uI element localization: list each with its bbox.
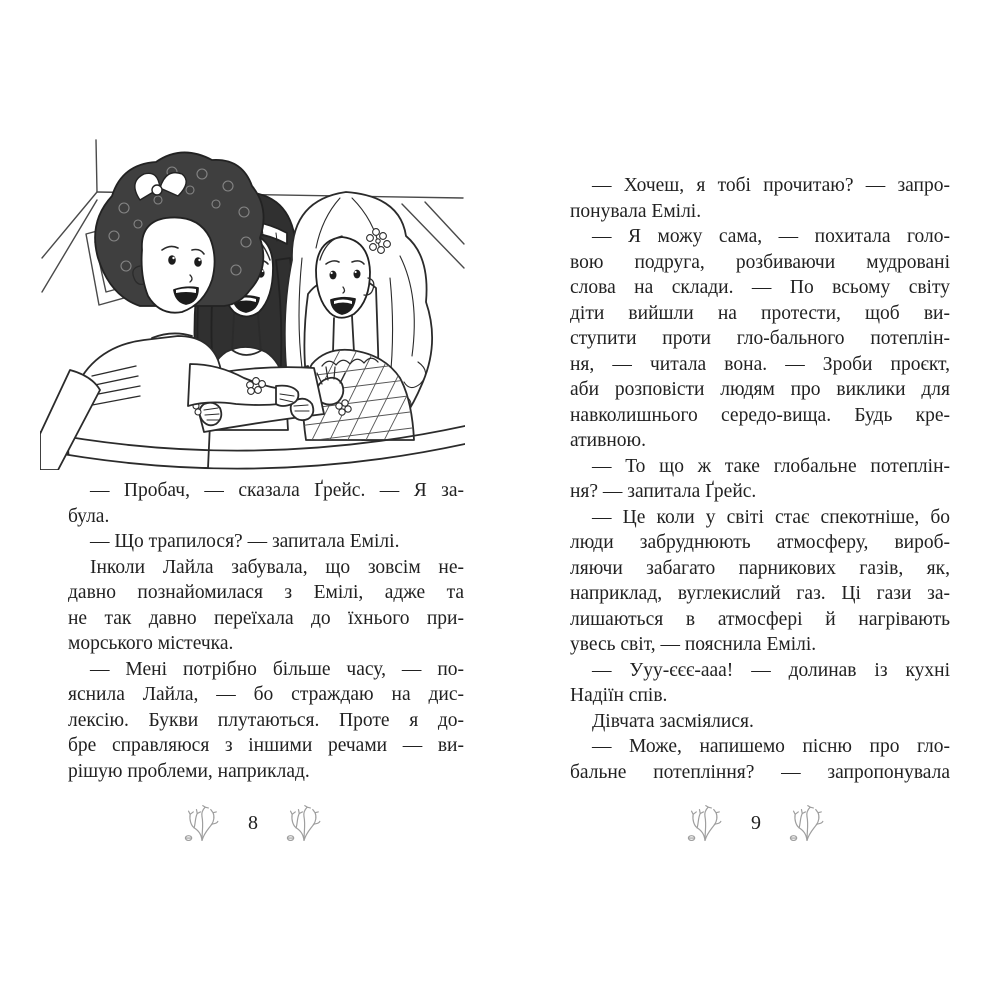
text-line: понувала Емілі. (570, 200, 702, 222)
text-line: — Що трапилося? — запитала Емілі. (90, 531, 400, 552)
text-line: рішую проблеми, наприклад. (68, 760, 310, 782)
text-line: ляючи забагато парникових газів, як, (570, 557, 950, 579)
text-line: — Ууу-єєє-ааа! — долинав із кухні (592, 659, 950, 681)
text-line: люди забруднюють атмосферу, вироб- (570, 532, 950, 553)
text-line: — Пробач, — сказала Ґрейс. — Я за- (90, 480, 464, 501)
right-girl-neck (333, 318, 334, 352)
page-right-text (570, 173, 950, 785)
coral-ornament-icon (686, 800, 724, 846)
text-line: яснила Лайла, — бо страждаю на дис- (68, 684, 464, 705)
text-line: бальне потепління? — запропонувала (570, 761, 950, 783)
page-left-text (68, 478, 464, 784)
text-line: Дівчата засміялися. (592, 710, 754, 732)
text-line: ативною. (570, 430, 646, 451)
text-line: — Мені потрібно більше часу, — по- (90, 658, 464, 680)
right-girl-neck (352, 316, 354, 352)
coral-ornament-icon (285, 800, 323, 846)
text-line: бре справляюся з іншими речами — ви- (68, 735, 464, 756)
three-girls-drawing-svg (40, 138, 465, 470)
text-line: лексію. Букви плутаються. Проте я до- (68, 709, 464, 731)
text-line: — Хочеш, я тобі прочитаю? — запро- (592, 175, 950, 196)
text-line: вою подруга, розбиваючи мудровані (570, 251, 950, 273)
text-line: лишаються в атмосфері й нагрівають (570, 608, 950, 630)
text-line: — Може, напишемо пісню про гло- (592, 736, 950, 757)
text-line: діти вийшли на протести, щоб ви- (570, 302, 950, 324)
page-left-footer (183, 798, 323, 848)
text-line: Інколи Лайла забувала, що зовсім не- (90, 556, 464, 578)
text-line: давно познайомилася з Емілі, адже та (68, 582, 464, 603)
coral-ornament-icon (183, 800, 221, 846)
text-line: увесь світ, — пояснила Емілі. (570, 634, 817, 655)
page-number-left: 8 (248, 811, 258, 834)
page-right-footer (686, 798, 826, 848)
text-line: морського містечка. (68, 633, 234, 654)
text-line: навколишнього середо-вища. Будь кре- (570, 404, 950, 426)
text-line: ня, — читала вона. — Зроби проєкт, (570, 353, 950, 375)
page-number-right: 9 (751, 811, 761, 834)
text-line: наприклад, вуглекислий газ. Ці гази за- (570, 583, 950, 604)
text-line: ня? — запитала Ґрейс. (570, 481, 757, 502)
page-right (500, 0, 1000, 1000)
text-line: аби розповісти людям про виклики для (570, 379, 950, 400)
text-line: слова на склади. — По всьому світу (570, 277, 950, 298)
coral-ornament-icon (788, 800, 826, 846)
text-line: — Це коли у світі стає спекотніше, бо (592, 506, 950, 528)
text-line: була. (68, 505, 110, 527)
left-girl-hand (276, 386, 298, 406)
text-line: — Я можу сама, — похитала голо- (592, 226, 950, 247)
text-line: не так давно переїхала до їхнього при- (68, 607, 464, 629)
text-line: ступити проти гло-бального потеплін- (570, 328, 950, 349)
illustration-three-girls (40, 138, 465, 470)
text-line: Надіїн спів. (570, 685, 668, 706)
text-line: — То що ж таке глобальне потеплін- (592, 455, 950, 477)
